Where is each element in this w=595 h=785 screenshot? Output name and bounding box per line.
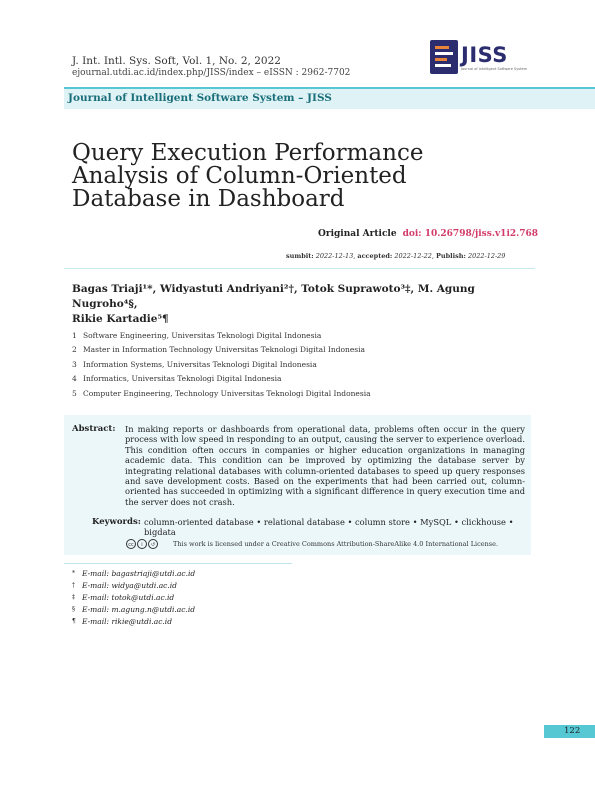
title-line: Database in Dashboard	[72, 186, 345, 212]
accepted-date: 2022-12-22	[394, 252, 432, 260]
affiliation-item	[72, 358, 371, 372]
footnote-email[interactable]: E-mail: totok@utdi.ac.id	[82, 593, 175, 602]
affiliation-number: 1	[72, 331, 77, 340]
authors-line: Rikie Kartadie⁵¶	[72, 313, 169, 325]
license-notice	[126, 539, 498, 549]
affiliation-item	[72, 343, 371, 357]
journal-url-issn: ejournal.utdi.ac.id/index.php/JISS/index – eISSN : 2962-7702	[72, 68, 351, 78]
footnote	[72, 580, 195, 592]
affiliation-text: Computer Engineering, Technology Universitas Teknologi Digital Indonesia	[83, 388, 371, 398]
license-text: This work is licensed under a Creative Commons Attribution-ShareAlike 4.0 International License.	[173, 540, 499, 548]
footnote-mark: ¶	[72, 618, 76, 625]
title-line: Analysis of Column-Oriented	[72, 163, 407, 189]
abstract-text: In making reports or dashboards from operational data, problems often occur in the query process with low speed in responding to an output, causing the server to experience overload. This condition often occurs in companies or higher education organizations in managing academic data. This condition can be improved by optimizing the database server by integrating relational databases with column-oriented databases to speed up query responses and save development costs. Based on the experiments that had been carried out, column-oriented has succeeded in optimizing with a significant difference in query execution time and the server does not crash.	[125, 424, 525, 507]
publish-date: 2022-12-29	[467, 252, 506, 260]
footnote-email[interactable]: E-mail: rikie@utdi.ac.id	[82, 617, 172, 626]
affiliation-number: 3	[72, 359, 77, 369]
footnote	[72, 604, 195, 616]
footnotes	[72, 568, 195, 628]
paper-title	[72, 142, 532, 211]
footnote-mark: §	[72, 606, 75, 613]
sa-icon[interactable]: ↺	[148, 539, 158, 549]
affiliation-number: 2	[72, 345, 77, 355]
footnote-email[interactable]: E-mail: widya@utdi.ac.id	[82, 581, 177, 590]
affiliation-number: 4	[72, 374, 77, 384]
affiliation-text: Informatics, Universitas Teknologi Digital Indonesia	[83, 374, 282, 384]
keywords-label: Keywords:	[92, 517, 141, 527]
affiliation-item	[72, 329, 371, 343]
footnote-mark: *	[72, 570, 75, 577]
accepted-label: accepted:	[357, 252, 393, 260]
by-icon[interactable]: i	[137, 539, 147, 549]
keywords-text: column-oriented database • relational database • column store • MySQL • clickhouse • bigdata	[144, 517, 514, 538]
affiliation-text: Master in Information Technology Universitas Teknologi Digital Indonesia	[83, 345, 366, 355]
affiliation-number: 5	[72, 388, 77, 398]
logo-emblem-icon	[430, 40, 458, 74]
page-number: 122	[564, 726, 581, 736]
page-number-tab	[544, 725, 595, 738]
footnote-divider	[64, 563, 292, 564]
affiliations	[72, 329, 371, 401]
affiliation-text: Software Engineering, Universitas Teknologi Digital Indonesia	[83, 331, 322, 340]
journal-citation: J. Int. Intl. Sys. Soft, Vol. 1, No. 2, 2022	[72, 55, 281, 67]
footnote	[72, 568, 195, 580]
divider	[64, 268, 535, 269]
footnote-email[interactable]: E-mail: bagastriaji@utdi.ac.id	[82, 569, 196, 578]
authors	[72, 282, 532, 327]
footnote-mark: ‡	[72, 594, 75, 601]
footnote	[72, 592, 195, 604]
affiliation-text: Information Systems, Universitas Teknologi Digital Indonesia	[83, 359, 317, 369]
doi-link[interactable]: doi: 10.26798/jiss.v1i2.768	[402, 229, 539, 239]
journal-name: Journal of Intelligent Software System – JISS	[68, 92, 332, 104]
footnote-mark: †	[72, 582, 75, 589]
article-info	[318, 229, 538, 239]
footnote	[72, 616, 195, 628]
footnote-email[interactable]: E-mail: m.agung.n@utdi.ac.id	[82, 605, 196, 614]
title-line: Query Execution Performance	[72, 140, 424, 166]
affiliation-item	[72, 372, 371, 386]
authors-line: Bagas Triaji¹*, Widyastuti Andriyani²†, Totok Suprawoto³‡, M. Agung Nugroho⁴§,	[72, 283, 475, 310]
publish-label: Publish:	[435, 252, 466, 260]
journal-name-bar	[64, 87, 595, 109]
journal-logo	[430, 40, 534, 80]
submit-date: 2022-12-13	[315, 252, 354, 260]
submit-label: sumbit:	[286, 252, 314, 260]
logo-subtitle: Journal of Intelligent Software System	[461, 67, 528, 71]
abstract-label: Abstract:	[72, 424, 116, 434]
affiliation-item	[72, 387, 371, 401]
logo-text: JISS	[461, 43, 508, 67]
publication-dates: sumbit: 2022-12-13, accepted: 2022-12-22, Publish: 2022-12-29	[286, 252, 506, 260]
cc-icon[interactable]: cc	[126, 539, 136, 549]
article-type: Original Article	[318, 229, 397, 239]
